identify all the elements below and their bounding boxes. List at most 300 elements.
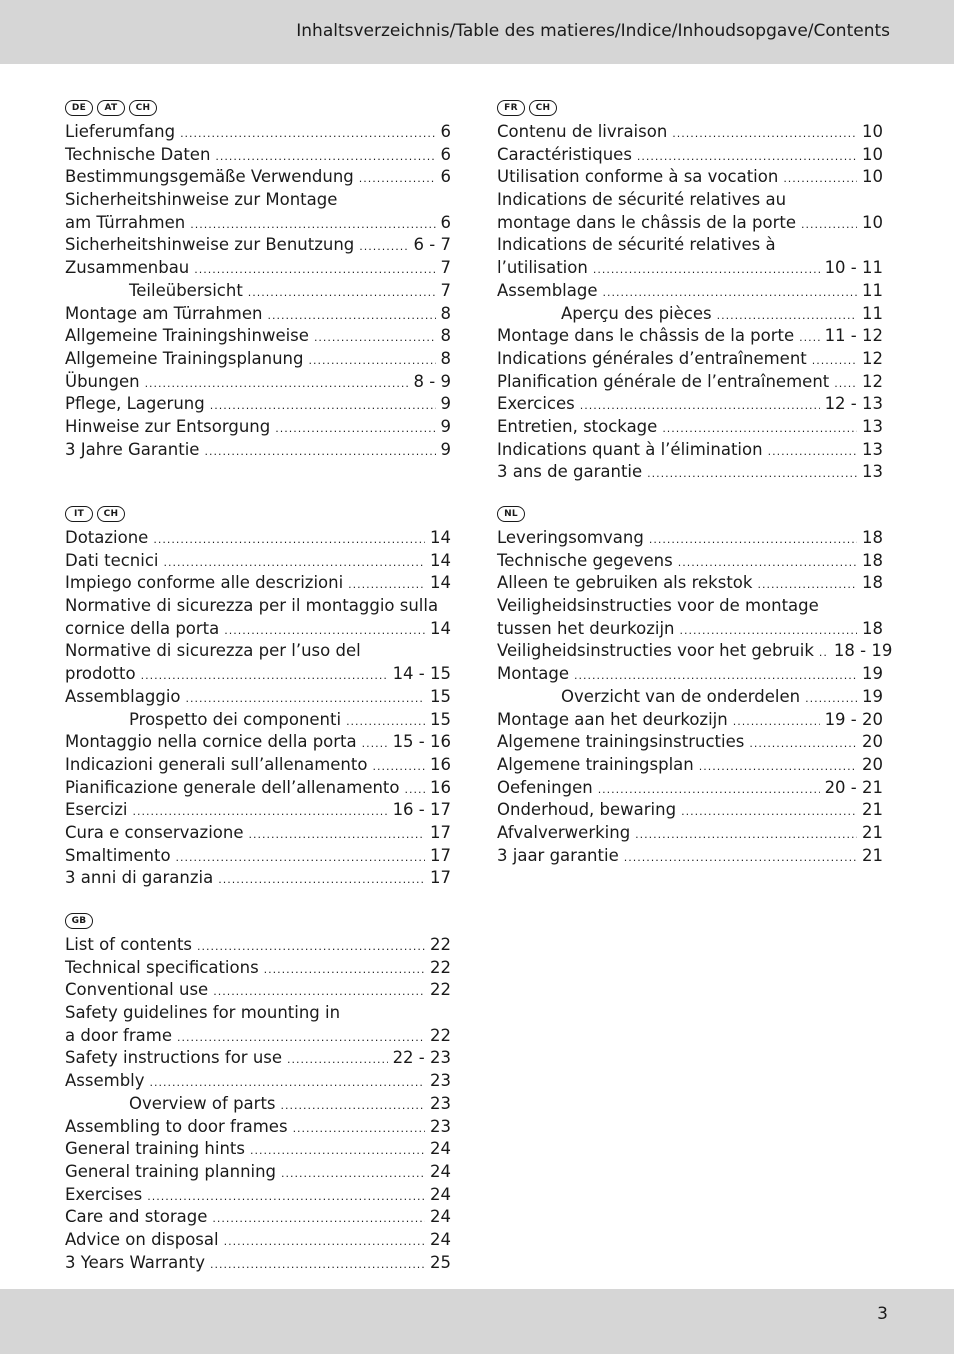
dot-leader xyxy=(593,259,820,282)
dot-leader xyxy=(783,168,857,191)
country-badge: DE xyxy=(65,100,93,116)
toc-entry-page: 25 xyxy=(430,1252,451,1272)
toc-entry-page: 18 xyxy=(862,573,883,593)
toc-entry-page: 13 xyxy=(862,416,883,436)
toc-entry-label: Sicherheitshinweise zur Benutzung xyxy=(65,235,355,255)
toc-entry-label: Aperçu des pièces xyxy=(561,303,712,323)
toc-entry-label: Indications générales d’entraînement xyxy=(497,348,807,368)
toc-section-it xyxy=(65,501,451,890)
country-badge: NL xyxy=(497,506,525,522)
header-title: Inhaltsverzeichnis/Table des matieres/Indice/Inhoudsopgave/Contents xyxy=(296,21,890,41)
toc-entry-label: cornice della porta xyxy=(65,618,220,638)
country-badge: FR xyxy=(497,100,525,116)
toc-entry xyxy=(65,393,451,416)
toc-entry-label: Bestimmungsgemäße Verwendung xyxy=(65,167,354,187)
toc-entry xyxy=(65,799,451,822)
toc-entry xyxy=(65,663,451,686)
toc-entry xyxy=(65,416,451,439)
toc-entry-label: Veiligheidsinstructies voor de montage xyxy=(497,596,819,616)
dot-leader xyxy=(204,441,435,464)
toc-entry-label: Afvalverwerking xyxy=(497,822,631,842)
toc-entry-page: 20 - 21 xyxy=(824,777,883,797)
toc-entry xyxy=(497,822,883,845)
toc-entry-label: 3 anni di garanzia xyxy=(65,868,214,888)
toc-entry-page: 24 xyxy=(430,1207,451,1227)
dot-leader xyxy=(177,1027,425,1050)
toc-entry xyxy=(65,1184,451,1207)
toc-entry xyxy=(497,777,883,800)
toc-entry-page: 17 xyxy=(430,822,451,842)
language-flags xyxy=(497,95,883,121)
country-badge: CH xyxy=(97,506,125,522)
dot-leader xyxy=(348,574,425,597)
toc-entry-page: 15 xyxy=(430,709,451,729)
toc-entry-page: 22 xyxy=(430,957,451,977)
toc-entry-label: Übungen xyxy=(65,371,140,391)
dot-leader xyxy=(680,620,857,643)
dot-leader xyxy=(768,441,857,464)
toc-entry-page: 17 xyxy=(430,845,451,865)
toc-entry xyxy=(65,257,451,280)
toc-entry-label: General training hints xyxy=(65,1139,246,1159)
toc-entry-page: 21 xyxy=(862,845,883,865)
toc-entry-label: Exercises xyxy=(65,1184,143,1204)
toc-entry-page: 24 xyxy=(430,1161,451,1181)
country-badge: AT xyxy=(97,100,125,116)
dot-leader xyxy=(681,801,857,824)
toc-entry xyxy=(497,731,883,754)
toc-entry-page: 24 xyxy=(430,1139,451,1159)
toc-entry-page: 21 xyxy=(862,800,883,820)
toc-entry xyxy=(497,618,883,641)
toc-entry xyxy=(497,234,883,257)
toc-entry-page: 19 - 20 xyxy=(824,709,883,729)
toc-entry xyxy=(65,1002,451,1025)
dot-leader xyxy=(362,733,388,756)
dot-leader xyxy=(293,1118,425,1141)
toc-entry xyxy=(65,731,451,754)
toc-entry xyxy=(65,686,451,709)
toc-entry-label: Montage dans le châssis de la porte xyxy=(497,326,795,346)
toc-entry-label: Overzicht van de onderdelen xyxy=(561,686,801,706)
dot-leader xyxy=(672,123,857,146)
dot-leader xyxy=(372,756,425,779)
toc-entry xyxy=(497,189,883,212)
toc-entry-label: Pianificazione generale dell’allenamento xyxy=(65,777,400,797)
dot-leader xyxy=(248,282,436,305)
dot-leader xyxy=(212,1208,425,1231)
toc-entry-page: 20 xyxy=(862,754,883,774)
dot-leader xyxy=(649,529,857,552)
toc-entry-page: 12 - 13 xyxy=(824,394,883,414)
dot-leader xyxy=(314,327,436,350)
toc-entry-label: Oefeningen xyxy=(497,777,593,797)
dot-leader xyxy=(699,756,857,779)
toc-entry-label: Utilisation conforme à sa vocation xyxy=(497,167,779,187)
toc-entry xyxy=(65,1229,451,1252)
toc-entry-label: Algemene trainingsplan xyxy=(497,754,694,774)
dot-leader xyxy=(218,869,425,892)
toc-entry-label: tussen het deurkozijn xyxy=(497,618,675,638)
toc-entry xyxy=(65,212,451,235)
toc-entry-label: Caractéristiques xyxy=(497,144,632,164)
toc-entry xyxy=(65,1252,451,1275)
page-header xyxy=(0,0,954,64)
toc-entry xyxy=(65,348,451,371)
toc-entry xyxy=(65,371,451,394)
toc-entry xyxy=(65,144,451,167)
toc-entry xyxy=(65,234,451,257)
toc-entry-label: List of contents xyxy=(65,935,193,954)
toc-entry-label: am Türrahmen xyxy=(65,212,186,232)
dot-leader xyxy=(574,665,857,688)
page-footer xyxy=(0,1289,954,1354)
dot-leader xyxy=(153,529,425,552)
page-number: 3 xyxy=(877,1304,888,1324)
toc-entry-label: Indications quant à l’élimination xyxy=(497,439,763,459)
toc-entry-label: prodotto xyxy=(65,664,136,684)
toc-entry-page: 15 - 16 xyxy=(392,732,451,752)
toc-entry-page: 10 xyxy=(862,167,883,187)
toc-entry xyxy=(65,1116,451,1139)
toc-entry xyxy=(65,325,451,348)
dot-leader xyxy=(637,146,857,169)
dot-leader xyxy=(250,1140,425,1163)
toc-entry xyxy=(497,144,883,167)
toc-entry-label: Technische Daten xyxy=(65,144,211,164)
toc-entry-page: 8 xyxy=(440,348,451,368)
toc-entry xyxy=(65,572,451,595)
toc-entry xyxy=(65,777,451,800)
toc-entry-page: 16 xyxy=(430,777,451,797)
dot-leader xyxy=(733,711,820,734)
toc-entry xyxy=(497,257,883,280)
toc-entry-page: 14 xyxy=(430,573,451,593)
toc-entry-page: 10 xyxy=(862,212,883,232)
toc-entry-label: Leveringsomvang xyxy=(497,528,644,547)
country-badge: IT xyxy=(65,506,93,522)
dot-leader xyxy=(819,642,829,665)
toc-entry xyxy=(497,686,883,709)
toc-entry-label: Impiego conforme alle descrizioni xyxy=(65,573,344,593)
toc-entry xyxy=(65,979,451,1002)
toc-entry xyxy=(65,867,451,890)
toc-entry xyxy=(497,845,883,868)
toc-entry-label: Montage aan het deurkozijn xyxy=(497,709,728,729)
dot-leader xyxy=(624,847,857,870)
toc-entry-page: 14 xyxy=(430,550,451,570)
toc-entry-label: Montage am Türrahmen xyxy=(65,303,263,323)
toc-entry-label: 3 jaar garantie xyxy=(497,845,619,865)
toc-entry-page: 23 xyxy=(430,1116,451,1136)
toc-entry-label: Montaggio nella cornice della porta xyxy=(65,732,357,752)
toc-entry-label: Assembling to door frames xyxy=(65,1116,288,1136)
toc-entry xyxy=(497,393,883,416)
toc-entry xyxy=(497,280,883,303)
toc-entry-page: 7 xyxy=(440,280,451,300)
toc-entry xyxy=(65,1070,451,1093)
dot-leader xyxy=(405,779,426,802)
toc-entry-page: 19 xyxy=(862,664,883,684)
toc-entry xyxy=(65,822,451,845)
toc-entry xyxy=(497,416,883,439)
dot-leader xyxy=(359,236,408,259)
dot-leader xyxy=(757,574,857,597)
toc-entry-page: 8 - 9 xyxy=(413,371,451,391)
toc-entry-label: Prospetto dei componenti xyxy=(129,709,342,729)
dot-leader xyxy=(635,824,857,847)
toc-entry-page: 6 xyxy=(440,212,451,232)
toc-section-de xyxy=(65,95,451,461)
language-flags xyxy=(65,908,451,934)
toc-entry-label: Onderhoud, bewaring xyxy=(497,800,677,820)
toc-entry xyxy=(65,280,451,303)
toc-entry-label: Lieferumfang xyxy=(65,122,176,141)
toc-entry-page: 6 xyxy=(440,167,451,187)
dot-leader xyxy=(267,305,435,328)
toc-entry xyxy=(497,439,883,462)
toc-entry-page: 11 - 12 xyxy=(824,326,883,346)
dot-leader xyxy=(647,463,857,486)
toc-entry xyxy=(497,325,883,348)
toc-entry-label: Esercizi xyxy=(65,800,128,820)
toc-entry-label: Normative di sicurezza per l’uso del xyxy=(65,641,361,661)
toc-entry xyxy=(65,121,451,144)
toc-entry xyxy=(497,754,883,777)
toc-entry-label: Conventional use xyxy=(65,980,209,1000)
toc-entry-label: Safety guidelines for mounting in xyxy=(65,1003,341,1023)
toc-entry-label: 3 ans de garantie xyxy=(497,462,643,482)
toc-entry xyxy=(65,550,451,573)
toc-entry-label: montage dans le châssis de la porte xyxy=(497,212,796,232)
toc-entry xyxy=(497,799,883,822)
dot-leader xyxy=(133,801,388,824)
toc-entry xyxy=(497,166,883,189)
dot-leader xyxy=(210,1254,425,1277)
toc-entry xyxy=(497,663,883,686)
toc-entry-label: Assemblage xyxy=(497,280,598,300)
toc-entry-page: 24 xyxy=(430,1184,451,1204)
toc-entry-page: 22 xyxy=(430,980,451,1000)
toc-entry-label: Zusammenbau xyxy=(65,258,190,278)
dot-leader xyxy=(224,620,425,643)
toc-section-gb xyxy=(65,908,451,1274)
toc-entry-label: Technical specifications xyxy=(65,957,259,977)
toc-entry-label: Care and storage xyxy=(65,1207,208,1227)
toc-entry-page: 20 xyxy=(862,732,883,752)
toc-entry-page: 15 xyxy=(430,686,451,706)
toc-entry xyxy=(497,121,883,144)
toc-entry-label: a door frame xyxy=(65,1025,172,1045)
dot-leader xyxy=(213,981,425,1004)
dot-leader xyxy=(281,1163,425,1186)
toc-entry-label: Pflege, Lagerung xyxy=(65,394,205,414)
dot-leader xyxy=(834,373,857,396)
toc-entry xyxy=(65,709,451,732)
toc-entry-page: 21 xyxy=(862,822,883,842)
toc-entry-label: Indications de sécurité relatives au xyxy=(497,190,787,210)
toc-entry-page: 7 xyxy=(440,258,451,278)
dot-leader xyxy=(812,350,857,373)
toc-entry-label: General training planning xyxy=(65,1161,277,1181)
toc-entry-label: Sicherheitshinweise zur Montage xyxy=(65,190,338,210)
toc-entry-page: 8 xyxy=(440,303,451,323)
toc-entry xyxy=(65,1206,451,1229)
language-flags xyxy=(497,501,883,527)
dot-leader xyxy=(264,959,425,982)
dot-leader xyxy=(215,146,435,169)
toc-entry xyxy=(65,618,451,641)
toc-entry xyxy=(65,1047,451,1070)
toc-entry-page: 8 xyxy=(440,326,451,346)
toc-entry-page: 19 xyxy=(862,686,883,706)
toc-entry-label: Planification générale de l’entraînement xyxy=(497,371,830,391)
toc-entry xyxy=(65,934,451,957)
toc-entry xyxy=(497,572,883,595)
toc-entry xyxy=(497,371,883,394)
dot-leader xyxy=(281,1095,425,1118)
dot-leader xyxy=(186,688,426,711)
toc-entry-page: 14 - 15 xyxy=(392,664,451,684)
toc-entry-label: Exercices xyxy=(497,394,575,414)
toc-entry xyxy=(497,461,883,484)
dot-leader xyxy=(197,936,425,959)
toc-entry-label: Contenu de livraison xyxy=(497,122,668,141)
toc-entry xyxy=(497,550,883,573)
toc-entry-page: 11 xyxy=(862,303,883,323)
toc-entry-page: 13 xyxy=(862,439,883,459)
language-flags xyxy=(65,95,451,121)
toc-entry-page: 10 xyxy=(862,122,883,141)
toc-entry xyxy=(497,303,883,326)
toc-entry-label: Advice on disposal xyxy=(65,1229,219,1249)
toc-entry-page: 22 xyxy=(430,935,451,954)
dot-leader xyxy=(749,733,857,756)
toc-entry xyxy=(65,1093,451,1116)
toc-entry-page: 10 xyxy=(862,144,883,164)
toc-entry-page: 18 xyxy=(862,618,883,638)
toc-entry-page: 12 xyxy=(862,348,883,368)
dot-leader xyxy=(678,552,857,575)
toc-entry-page: 16 xyxy=(430,754,451,774)
toc-entry-label: Assemblaggio xyxy=(65,686,181,706)
toc-entry-page: 17 xyxy=(430,868,451,888)
dot-leader xyxy=(662,418,857,441)
country-badge: CH xyxy=(529,100,557,116)
toc-entry-page: 18 - 19 xyxy=(833,641,893,661)
toc-entry xyxy=(65,189,451,212)
toc-entry xyxy=(65,957,451,980)
toc-entry-page: 24 xyxy=(430,1229,451,1249)
dot-leader xyxy=(190,214,435,237)
toc-entry-page: 9 xyxy=(440,416,451,436)
toc-entry-page: 23 xyxy=(430,1093,451,1113)
toc-entry xyxy=(65,1138,451,1161)
toc-entry-label: 3 Jahre Garantie xyxy=(65,439,200,459)
toc-entry xyxy=(65,439,451,462)
toc-entry xyxy=(65,595,451,618)
dot-leader xyxy=(224,1231,425,1254)
dot-leader xyxy=(145,373,409,396)
toc-entry-label: Allgemeine Trainingshinweise xyxy=(65,326,309,346)
toc-entry-page: 10 - 11 xyxy=(824,258,883,278)
toc-entry xyxy=(65,845,451,868)
toc-entry-page: 6 xyxy=(440,122,451,141)
toc-entry xyxy=(65,166,451,189)
toc-section-fr xyxy=(497,95,883,484)
toc-entry xyxy=(497,527,883,550)
toc-entry-label: Technische gegevens xyxy=(497,550,673,570)
toc-entry xyxy=(65,754,451,777)
dot-leader xyxy=(176,847,425,870)
dot-leader xyxy=(346,711,425,734)
toc-entry xyxy=(65,1025,451,1048)
toc-entry xyxy=(497,640,893,663)
toc-entry-page: 13 xyxy=(862,462,883,482)
toc-entry-page: 12 xyxy=(862,371,883,391)
toc-entry-label: Allgemeine Trainingsplanung xyxy=(65,348,304,368)
dot-leader xyxy=(287,1049,388,1072)
toc-entry-label: Assembly xyxy=(65,1071,145,1091)
toc-entry xyxy=(65,303,451,326)
toc-entry-label: Safety instructions for use xyxy=(65,1048,283,1068)
toc-entry-label: Dotazione xyxy=(65,528,149,547)
toc-entry-page: 9 xyxy=(440,439,451,459)
dot-leader xyxy=(210,395,436,418)
toc-entry-label: Teileübersicht xyxy=(129,280,243,300)
country-badge: CH xyxy=(129,100,157,116)
dot-leader xyxy=(249,824,426,847)
toc-entry xyxy=(497,348,883,371)
toc-entry-page: 22 - 23 xyxy=(392,1048,451,1068)
toc-entry-page: 9 xyxy=(440,394,451,414)
country-badge: GB xyxy=(65,913,93,929)
toc-entry-page: 6 xyxy=(440,144,451,164)
toc-entry-label: Cura e conservazione xyxy=(65,822,244,842)
dot-leader xyxy=(308,350,435,373)
toc-entry-page: 22 xyxy=(430,1025,451,1045)
dot-leader xyxy=(717,305,857,328)
toc-entry-label: Hinweise zur Entsorgung xyxy=(65,416,271,436)
toc-entry-label: Indicazioni generali sull’allenamento xyxy=(65,754,368,774)
toc-entry-page: 14 xyxy=(430,528,451,547)
toc-entry-page: 14 xyxy=(430,618,451,638)
toc-entry xyxy=(65,640,451,663)
toc-entry-page: 18 xyxy=(862,528,883,547)
toc-entry-page: 16 - 17 xyxy=(392,800,451,820)
dot-leader xyxy=(799,327,819,350)
dot-leader xyxy=(275,418,435,441)
toc-entry-label: Alleen te gebruiken als rekstok xyxy=(497,573,753,593)
toc-entry xyxy=(497,212,883,235)
toc-entry xyxy=(497,709,883,732)
toc-entry-label: Overview of parts xyxy=(129,1093,276,1113)
dot-leader xyxy=(359,168,436,191)
toc-entry-label: Algemene trainingsinstructies xyxy=(497,732,745,752)
dot-leader xyxy=(598,779,820,802)
dot-leader xyxy=(147,1186,425,1209)
dot-leader xyxy=(164,552,425,575)
toc-entry-label: Normative di sicurezza per il montaggio sulla xyxy=(65,596,439,616)
toc-entry-page: 6 - 7 xyxy=(413,235,451,255)
toc-entry-label: Smaltimento xyxy=(65,845,171,865)
language-flags xyxy=(65,501,451,527)
toc-entry xyxy=(497,595,883,618)
toc-entry-label: Dati tecnici xyxy=(65,550,159,570)
dot-leader xyxy=(801,214,857,237)
dot-leader xyxy=(150,1072,425,1095)
dot-leader xyxy=(805,688,857,711)
